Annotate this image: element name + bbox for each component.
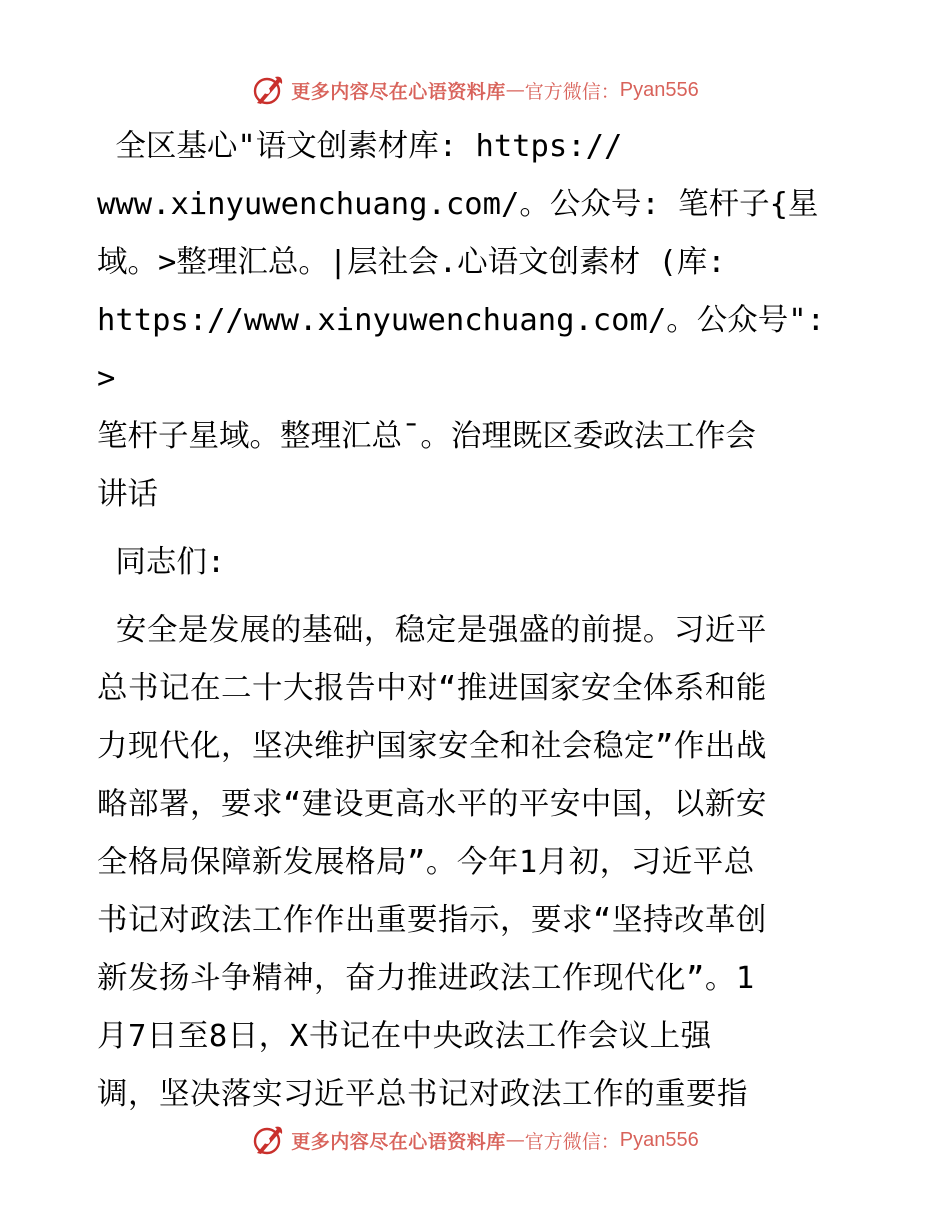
paragraph-line: 全格局保障新发展格局”。今年1月初，习近平总: [97, 845, 755, 880]
paragraph-line: 新发扬斗争精神，奋力推进政法工作现代化”。1: [97, 961, 755, 996]
intro-line: 域。>整理汇总。|层社会.心语文创素材 (库:: [97, 245, 726, 280]
quill-pen-logo-icon: [251, 73, 285, 107]
footer-wechat-id: Pyan556: [619, 1128, 699, 1151]
header-wechat-id: Pyan556: [619, 78, 699, 101]
paragraph-line: 安全是发展的基础，稳定是强盛的前提。习近平: [97, 613, 767, 648]
footer-dash: —: [505, 1129, 525, 1151]
paragraph-line: 总书记在二十大报告中对“推进国家安全体系和能: [97, 671, 767, 706]
intro-line: 讲话: [97, 477, 158, 512]
header-wechat-label: 官方微信：: [524, 80, 620, 103]
greeting: 同志们:: [97, 545, 226, 580]
intro-line: 笔杆子星域。整理汇总¯。治理既区委政法工作会: [97, 419, 756, 454]
intro-line: 全区基心"语文创素材库: https://: [97, 129, 623, 164]
header-watermark-banner: [0, 70, 950, 110]
footer-watermark-banner: [0, 1120, 950, 1160]
footer-wechat-label: 官方微信：: [524, 1130, 620, 1153]
intro-line: www.xinyuwenchuang.com/。公众号: 笔杆子{星: [97, 187, 819, 222]
intro-line: https://www.xinyuwenchuang.com/。公众号": >: [97, 303, 844, 396]
header-dash: —: [505, 79, 525, 101]
paragraph-line: 略部署，要求“建设更高水平的平安中国，以新安: [97, 787, 767, 822]
paragraph-line: 书记对政法工作作出重要指示，要求“坚持改革创: [97, 903, 767, 938]
footer-slogan: 更多内容尽在心语资料库: [291, 1130, 506, 1153]
quill-pen-logo-icon: [251, 1123, 285, 1157]
paragraph-line: 调，坚决落实习近平总书记对政法工作的重要指: [97, 1077, 748, 1112]
document-body: [97, 118, 857, 1124]
header-slogan: 更多内容尽在心语资料库: [291, 80, 506, 103]
paragraph-line: 力现代化，坚决维护国家安全和社会稳定”作出战: [97, 729, 767, 764]
paragraph-line: 月7日至8日，X书记在中央政法工作会议上强: [97, 1019, 712, 1054]
